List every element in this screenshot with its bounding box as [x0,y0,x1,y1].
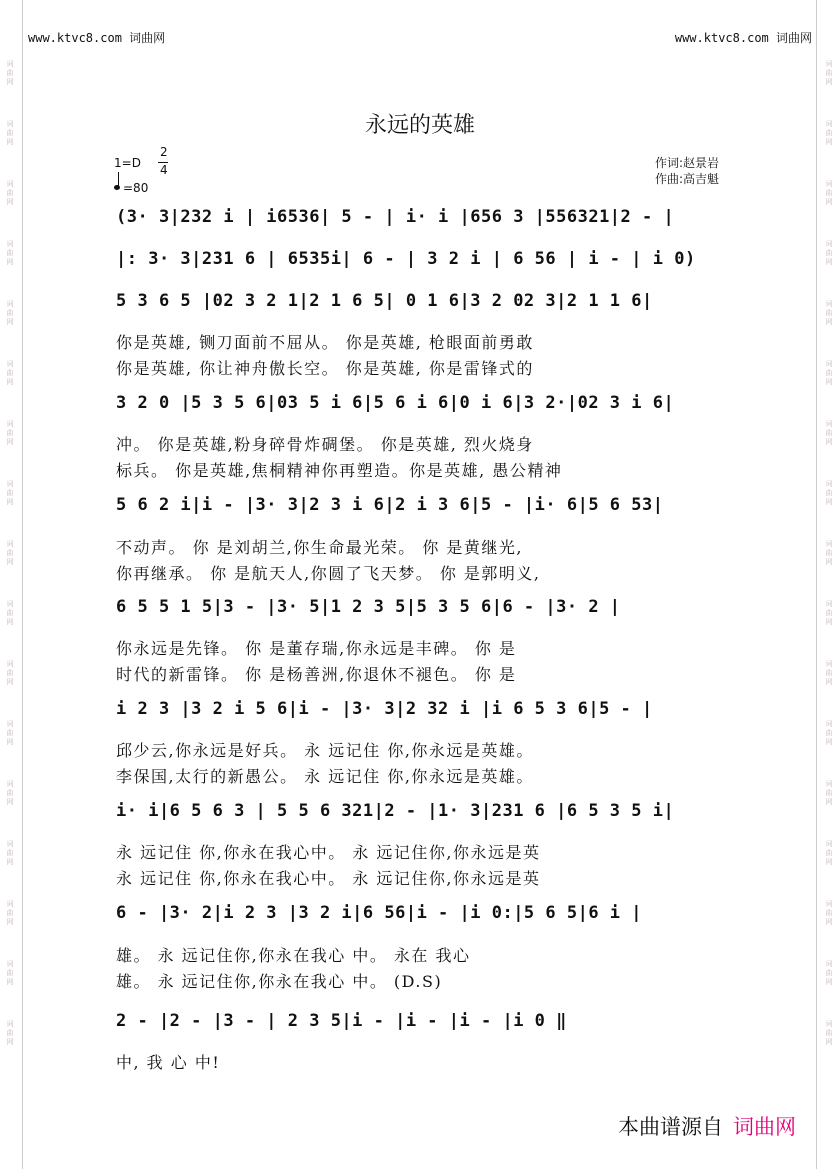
source-brand[interactable]: 词曲网 [733,1115,796,1139]
score-row-3-lyrics-2: 你是英雄, 你让神舟傲长空。 你是英雄, 你是雷锋式的 [116,359,534,378]
score-row-9-notes: 6 - |3· 2|i 2 3 |3 2 i|6 56|i - |i 0:|5 6 5|6 i | [116,903,643,923]
score-row-4-lyrics-1: 冲。 你是英雄,粉身碎骨炸碉堡。 你是英雄, 烈火烧身 [116,435,534,454]
score-row-10-notes: 2 - |2 - |3 - | 2 3 5|i - |i - |i - |i 0 ‖ [116,1011,567,1031]
score-row-7-notes: i 2 3 |3 2 i 5 6|i - |3· 3|2 32 i |i 6 5 3 6|5 - | [116,699,653,719]
time-signature-bottom: 4 [160,163,168,177]
score-row-5-notes: 5 6 2 i|i - |3· 3|2 3 i 6|2 i 3 6|5 - |i· 6|5 6 53| [116,495,664,515]
score-row-8-lyrics-1: 永 远记住 你,你永在我心中。 永 远记住你,你永远是英 [116,843,541,862]
note-head [114,185,120,190]
lyricist: 作词:赵景岩 [655,156,720,170]
score-row-6-lyrics-2: 时代的新雷锋。 你 是杨善洲,你退休不褪色。 你 是 [116,665,517,684]
composer: 作曲:高吉魁 [655,172,720,186]
score-row-9-lyrics-2: 雄。 永 远记住你,你永在我心 中。 (D.S) [116,972,443,991]
score-row-7-lyrics-2: 李保国,太行的新愚公。 永 远记住 你,你永远是英雄。 [116,767,534,786]
score-row-5-lyrics-2: 你再继承。 你 是航天人,你圆了飞天梦。 你 是郭明义, [116,564,541,583]
site-url-left: www.ktvc8.com 词曲网 [28,31,166,45]
score-row-1-notes: (3· 3|232 i | i6536| 5 - | i· i |656 3 |556321|2 - | [116,207,675,227]
score-row-2-notes: |: 3· 3|231 6 | 6535i| 6 - | 3 2 i | 6 56 | i - | i 0) [116,249,696,269]
source-footer [618,1111,796,1141]
score-row-3-notes: 5 3 6 5 |02 3 2 1|2 1 6 5| 0 1 6|3 2 02 3|2 1 1 6| [116,291,653,311]
score-row-8-lyrics-2: 永 远记住 你,你永在我心中。 永 远记住你,你永远是英 [116,869,541,888]
score-row-5-lyrics-1: 不动声。 你 是刘胡兰,你生命最光荣。 你 是黄继光, [116,538,524,557]
song-title: 永远的英雄 [364,113,475,138]
site-url-right: www.ktvc8.com 词曲网 [674,31,812,45]
score-row-4-lyrics-2: 标兵。 你是英雄,焦桐精神你再塑造。你是英雄, 愚公精神 [116,461,563,480]
score-row-7-lyrics-1: 邱少云,你永远是好兵。 永 远记住 你,你永远是英雄。 [116,741,534,760]
key-signature: 1=D [114,156,141,170]
score-row-9-lyrics-1: 雄。 永 远记住你,你永在我心 中。 永在 我心 [116,946,471,965]
right-border [816,0,817,1169]
source-label: 本曲谱源自 [618,1115,723,1139]
score-row-6-notes: 6 5 5 1 5|3 - |3· 5|1 2 3 5|5 3 5 6|6 - |3· 2 | [116,597,621,617]
score-row-6-lyrics-1: 你永远是先锋。 你 是董存瑞,你永远是丰碑。 你 是 [116,639,517,658]
side-watermark-right: 词 曲 网 词 曲 网 词 曲 网 词 曲 网 词 曲 网 词 曲 网 词 曲 网 词 曲 网 词 曲 网 词 曲 网 词 曲 网 词 曲 网 词 曲 网 词 曲 网 词 曲 网 词 曲 网 词 曲 网 [825,60,833,1046]
tempo: =80 [123,181,149,195]
time-signature-top: 2 [160,145,168,159]
side-watermark-left: 词 曲 网 词 曲 网 词 曲 网 词 曲 网 词 曲 网 词 曲 网 词 曲 网 词 曲 网 词 曲 网 词 曲 网 词 曲 网 词 曲 网 词 曲 网 词 曲 网 词 曲 网 词 曲 网 词 曲 网 [6,60,14,1046]
score-row-3-lyrics-1: 你是英雄, 铡刀面前不屈从。 你是英雄, 枪眼面前勇敢 [116,333,534,352]
score-row-4-notes: 3 2 0 |5 3 5 6|03 5 i 6|5 6 i 6|0 i 6|3 2·|02 3 i 6| [116,393,675,413]
left-border [22,0,23,1169]
score-row-10-lyrics-1: 中, 我 心 中! [116,1053,221,1072]
score-row-8-notes: i· i|6 5 6 3 | 5 5 6 321|2 - |1· 3|231 6 |6 5 3 5 i| [116,801,675,821]
